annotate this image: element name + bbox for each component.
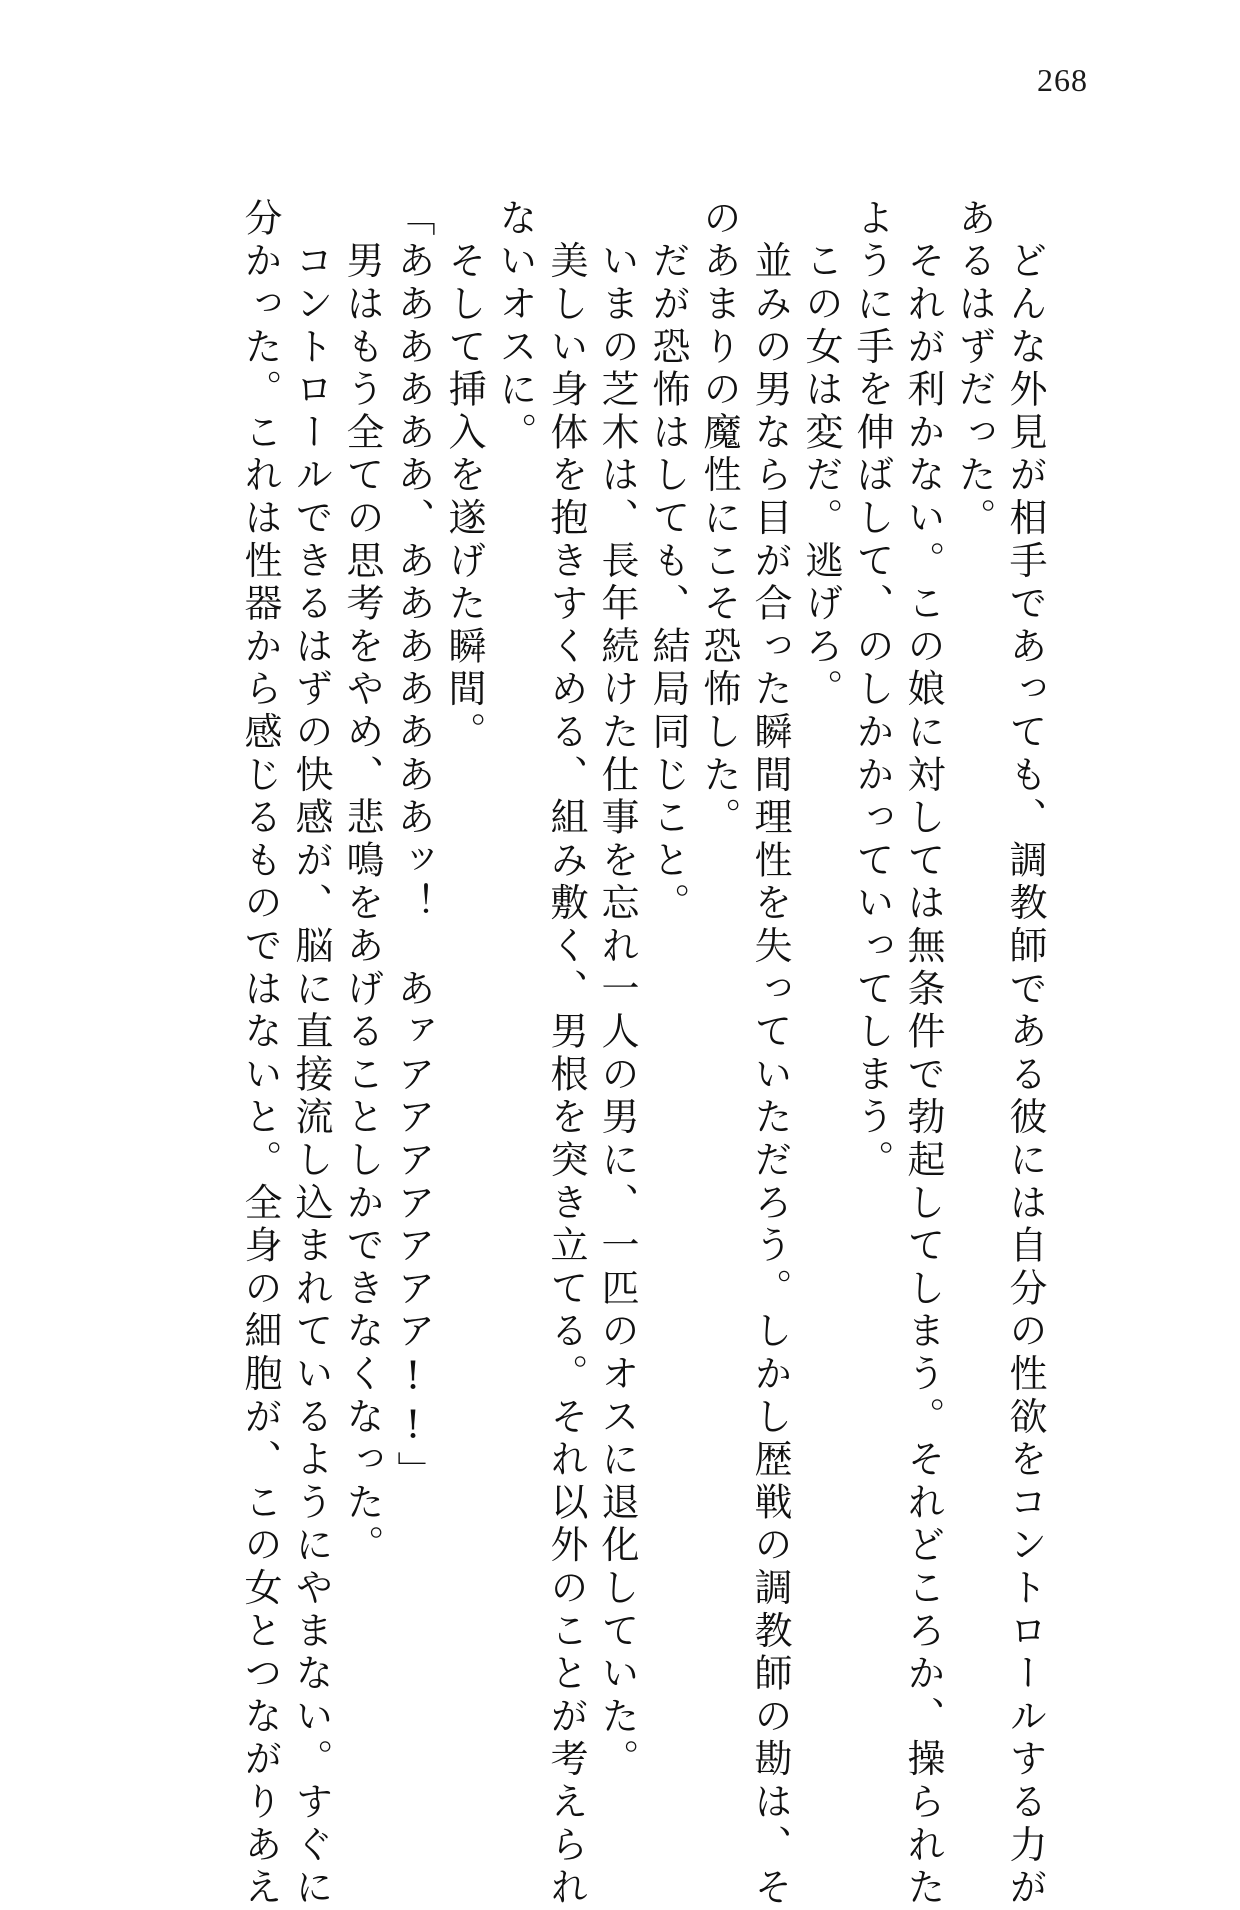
text-line: あるはずだった。: [952, 198, 996, 541]
text-line: いまの芝木は、長年続けた仕事を忘れ一人の男に、一匹のオスに退化していた。: [595, 198, 639, 1782]
text-line: 分かった。これは性器から感じるものではないと。全身の細胞が、この女とつながりあえ: [238, 198, 282, 1910]
text-line: ように手を伸ばして、のしかかっていってしまう。: [850, 198, 894, 1183]
text-line: コントロールできるはずの快感が、脳に直接流し込まれているようにやまない。すぐに: [289, 198, 333, 1910]
text-line: 「ああああああ、あああああああッ！ あァアアアアアアア!!」: [391, 198, 435, 1494]
text-line: それが利かない。この娘に対しては無条件で勃起してしまう。それどころか、操られた: [901, 198, 945, 1910]
page-number: 268: [1037, 62, 1088, 98]
text-line: のあまりの魔性にこそ恐怖した。: [697, 198, 741, 840]
text-line: この女は変だ。逃げろ。: [799, 198, 843, 712]
text-line: どんな外見が相手であっても、調教師である彼には自分の性欲をコントロールする力が: [1003, 198, 1047, 1910]
text-line: ないオスに。: [493, 198, 537, 455]
text-line: 男はもう全ての思考をやめ、悲鳴をあげることしかできなくなった。: [340, 198, 384, 1568]
text-line: 並みの男なら目が合った瞬間理性を失っていただろう。しかし歴戦の調教師の勘は、そ: [748, 198, 792, 1910]
text-line: 美しい身体を抱きすくめる、組み敷く、男根を突き立てる。それ以外のことが考えられ: [544, 198, 588, 1910]
text-line: そして挿入を遂げた瞬間。: [442, 198, 486, 755]
vertical-body-text: [190, 198, 1050, 1910]
text-line: だが恐怖はしても、結局同じこと。: [646, 198, 690, 926]
